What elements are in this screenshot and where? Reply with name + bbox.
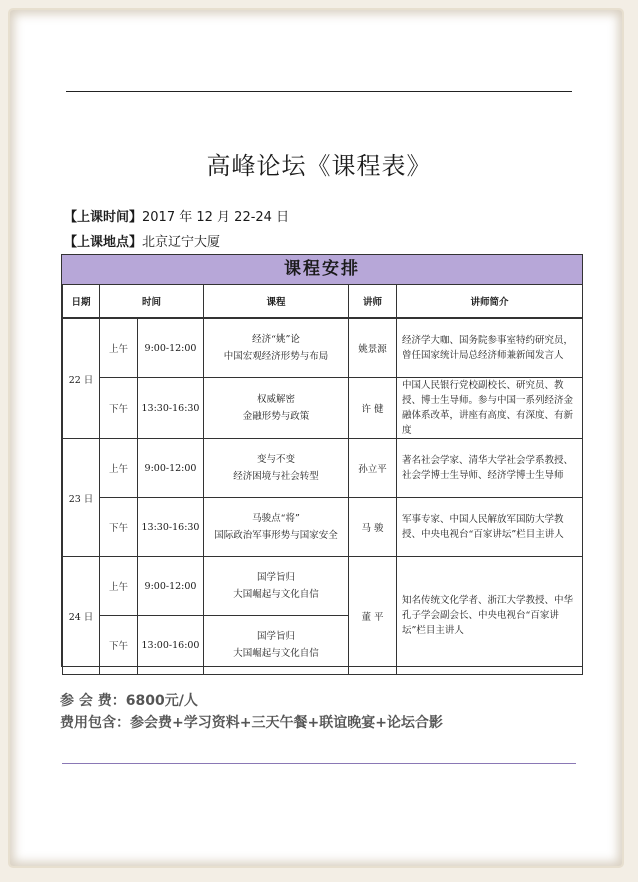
table-row bbox=[63, 557, 583, 616]
course-title: 权威解密 bbox=[257, 394, 296, 405]
time-cell: 13:30-16:30 bbox=[138, 498, 204, 557]
date-cell: 24 日 bbox=[63, 557, 100, 675]
header-course: 课程 bbox=[204, 285, 349, 319]
time-cell: 9:00-12:00 bbox=[138, 318, 204, 378]
place-line bbox=[64, 231, 220, 250]
lecturer-cell: 许 健 bbox=[349, 378, 397, 439]
course-title: 马骏点“将” bbox=[252, 513, 300, 524]
course-subtitle: 金融形势与政策 bbox=[242, 411, 310, 422]
course-subtitle: 大国崛起与文化自信 bbox=[233, 648, 319, 659]
time-label: 【上课时间】 bbox=[64, 210, 143, 225]
course-subtitle: 大国崛起与文化自信 bbox=[233, 589, 319, 600]
course-cell bbox=[204, 318, 349, 378]
course-title: 经济“姚”论 bbox=[252, 334, 300, 345]
table-row bbox=[63, 498, 583, 557]
table-row bbox=[63, 439, 583, 498]
course-title: 变与不变 bbox=[257, 454, 296, 465]
fee-includes: 费用包含：参会费+学习资料+三天午餐+联谊晚宴+论坛合影 bbox=[60, 715, 443, 731]
course-subtitle: 中国宏观经济形势与布局 bbox=[223, 351, 329, 362]
bottom-divider bbox=[62, 763, 576, 764]
header-time: 时间 bbox=[100, 285, 204, 319]
course-cell bbox=[204, 498, 349, 557]
schedule-banner: 课程安排 bbox=[62, 255, 582, 285]
course-cell bbox=[204, 557, 349, 616]
half-cell: 下午 bbox=[100, 616, 138, 675]
header-bio: 讲师简介 bbox=[397, 285, 583, 319]
table-row bbox=[63, 378, 583, 439]
bio-cell: 知名传统文化学者、浙江大学教授、中华孔子学会副会长、中央电视台“百家讲坛”栏目主讲人 bbox=[397, 557, 583, 675]
bio-cell: 经济学大咖、国务院参事室特约研究员，曾任国家统计局总经济师兼新闻发言人 bbox=[397, 318, 583, 378]
course-title: 国学旨归 bbox=[257, 631, 296, 642]
time-cell: 9:00-12:00 bbox=[138, 557, 204, 616]
half-cell: 上午 bbox=[100, 439, 138, 498]
half-cell: 下午 bbox=[100, 498, 138, 557]
date-cell: 22 日 bbox=[63, 318, 100, 439]
course-subtitle: 经济困境与社会转型 bbox=[233, 471, 319, 482]
course-cell bbox=[204, 616, 349, 675]
table-row bbox=[63, 318, 583, 378]
lecturer-cell: 孙立平 bbox=[349, 439, 397, 498]
bio-cell: 军事专家、中国人民解放军国防大学教授、中央电视台“百家讲坛”栏目主讲人 bbox=[397, 498, 583, 557]
half-cell: 上午 bbox=[100, 557, 138, 616]
schedule-table bbox=[61, 254, 583, 667]
time-cell: 9:00-12:00 bbox=[138, 439, 204, 498]
half-cell: 上午 bbox=[100, 318, 138, 378]
bio-cell: 著名社会学家、清华大学社会学系教授、社会学博士生导师、经济学博士生导师 bbox=[397, 439, 583, 498]
time-value: 2017 年 12 月 22-24 日 bbox=[142, 210, 290, 225]
place-label: 【上课地点】 bbox=[64, 235, 143, 250]
header-date: 日期 bbox=[63, 285, 100, 319]
bio-cell: 中国人民银行党校副校长、研究员、教授、博士生导师。参与中国一系列经济金融体系改革，讲座有高度、有深度、有新度 bbox=[397, 378, 583, 439]
course-cell bbox=[204, 439, 349, 498]
page-title: 高峰论坛《课程表》 bbox=[206, 152, 432, 180]
lecturer-cell: 姚景源 bbox=[349, 318, 397, 378]
place-value: 北京辽宁大厦 bbox=[142, 235, 221, 250]
time-line bbox=[64, 206, 289, 225]
lecturer-cell: 董 平 bbox=[349, 557, 397, 675]
fee-price: 参 会 费：6800元/人 bbox=[60, 693, 198, 709]
lecturer-cell: 马 骏 bbox=[349, 498, 397, 557]
date-cell: 23 日 bbox=[63, 439, 100, 557]
top-divider bbox=[66, 91, 572, 92]
half-cell: 下午 bbox=[100, 378, 138, 439]
time-cell: 13:30-16:30 bbox=[138, 378, 204, 439]
course-title: 国学旨归 bbox=[257, 572, 296, 583]
time-cell: 13:00-16:00 bbox=[138, 616, 204, 675]
course-cell bbox=[204, 378, 349, 439]
course-subtitle: 国际政治军事形势与国家安全 bbox=[214, 530, 338, 541]
schedule-grid bbox=[62, 284, 583, 675]
header-row bbox=[63, 285, 583, 319]
header-lecturer: 讲师 bbox=[349, 285, 397, 319]
